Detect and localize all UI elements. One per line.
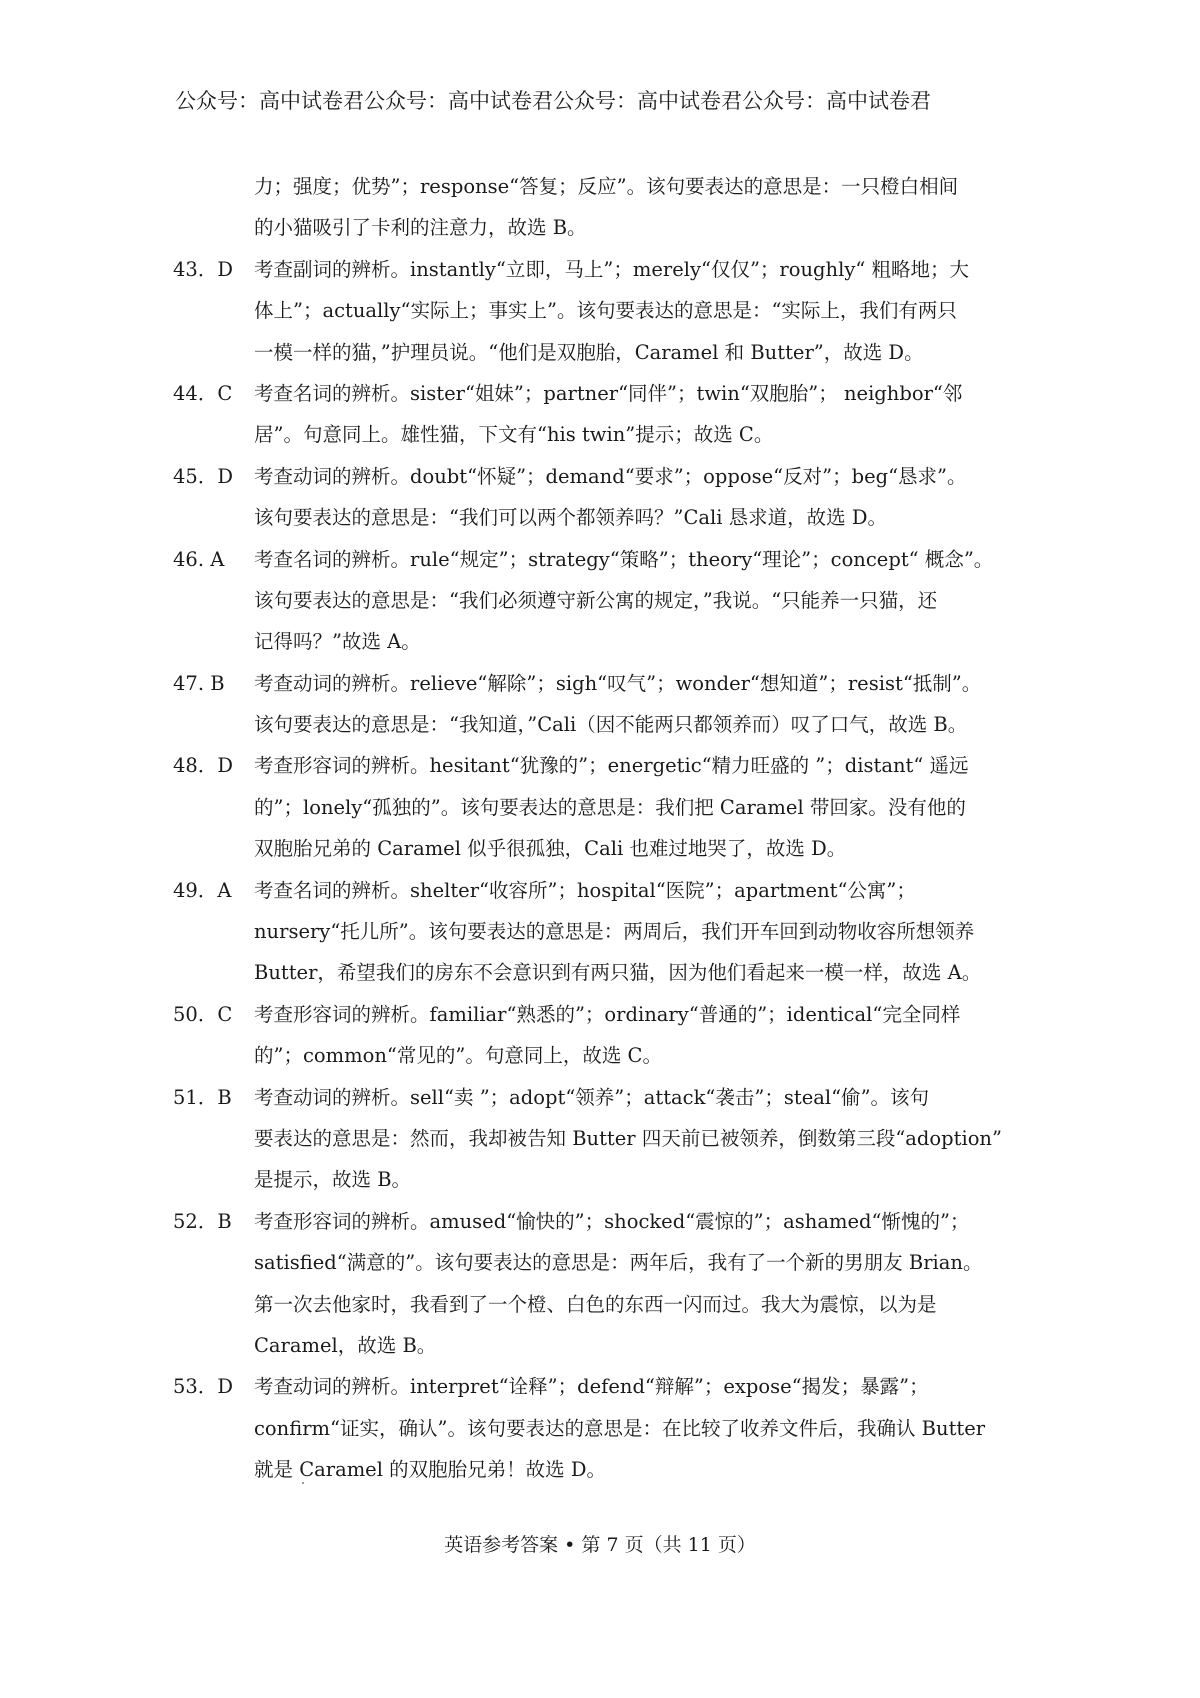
explanation-text: 体上”；actually“实际上；事实上”。该句要表达的意思是：“实际上，我们有两只 (254, 299, 957, 323)
explanation-text: 该句要表达的意思是：“我们可以两个都领养吗？”Cali 恳求道，故选 D。 (254, 506, 887, 530)
explanation-text: Butter，希望我们的房东不会意识到有两只猫，因为他们看起来一模一样，故选 A。 (254, 961, 982, 985)
explanation-line (173, 1159, 1038, 1200)
explanation-line (173, 745, 1038, 786)
question-number: 44．C (173, 381, 233, 405)
explanation-text: 考查动词的辨析。doubt“怀疑”；demand“要求”；oppose“反对”；beg“恳求”。 (254, 464, 967, 488)
watermark-header: 公众号：高中试卷君公众号：高中试卷君公众号：高中试卷君公众号：高中试卷君 (175, 89, 931, 113)
explanation-text: 考查形容词的辨析。amused“愉快的”；shocked“震惊的”；ashamed“惭愧的”； (254, 1209, 970, 1233)
explanation-line (173, 1449, 1038, 1490)
explanation-text: 考查名词的辨析。rule“规定”；strategy“策略”；theory“理论”；concept“ 概念”。 (254, 547, 994, 571)
explanation-text: 是提示，故选 B。 (254, 1168, 412, 1192)
explanation-line (173, 249, 1038, 290)
answer-item (173, 1077, 1038, 1201)
explanation-text: confirm“证实，确认”。该句要表达的意思是：在比较了收养文件后，我确认 Butter (254, 1416, 986, 1440)
explanation-text: 考查动词的辨析。interpret“诠释”；defend“辩解”；expose“揭发；暴露”； (254, 1375, 929, 1399)
explanation-line (173, 1201, 1038, 1242)
answer-item (173, 1366, 1038, 1490)
explanation-line (173, 1366, 1038, 1407)
question-number: 45．D (173, 464, 233, 488)
explanation-text: 考查形容词的辨析。hesitant“犹豫的”；energetic“精力旺盛的 ”；distant“ 遥远 (254, 754, 969, 778)
explanation-line (173, 1242, 1038, 1283)
explanation-line (173, 1284, 1038, 1325)
explanation-line (173, 952, 1038, 993)
explanation-line (173, 497, 1038, 538)
explanation-text: 的”；lonely“孤独的”。该句要表达的意思是：我们把 Caramel 带回家。没有他的 (254, 795, 966, 819)
explanation-line (173, 787, 1038, 828)
answer-item (173, 456, 1038, 539)
explanation-line (173, 828, 1038, 869)
answer-item (173, 870, 1038, 994)
explanation-text: 的”；common“常见的”。句意同上，故选 C。 (254, 1044, 662, 1068)
answer-item (173, 539, 1038, 663)
explanation-text: satisfied“满意的”。该句要表达的意思是：两年后，我有了一个新的男朋友 Brian。 (254, 1251, 983, 1275)
explanation-text: 就是 Caramel 的双胞胎兄弟！故选 D。 (254, 1458, 606, 1482)
answer-item (173, 373, 1038, 456)
answer-explanations (173, 166, 1038, 1491)
explanation-text: 考查动词的辨析。sell“卖 ”；adopt“领养”；attack“袭击”；steal“偷”。该句 (254, 1085, 930, 1109)
explanation-line (173, 414, 1038, 455)
explanation-line (173, 580, 1038, 621)
explanation-line (173, 1408, 1038, 1449)
explanation-text: 要表达的意思是：然而，我却被告知 Butter 四天前已被领养，倒数第三段“adoption” (254, 1126, 1002, 1150)
question-number: 50．C (173, 1002, 233, 1026)
question-number: 53．D (173, 1375, 233, 1399)
question-number: 43．D (173, 257, 233, 281)
page-footer: 英语参考答案 • 第 7 页（共 11 页） (444, 1534, 756, 1556)
explanation-line (173, 1077, 1038, 1118)
question-number: 48．D (173, 754, 233, 778)
explanation-text: 居”。句意同上。雄性猫，下文有“his twin”提示；故选 C。 (254, 423, 774, 447)
explanation-line (173, 994, 1038, 1035)
explanation-line (173, 663, 1038, 704)
explanation-text: 考查副词的辨析。instantly“立即，马上”；merely“仅仅”；roughly“ 粗略地；大 (254, 257, 970, 281)
explanation-text: nursery“托儿所”。该句要表达的意思是：两周后，我们开车回到动物收容所想领养 (254, 920, 975, 944)
question-number: 51．B (173, 1085, 232, 1109)
explanation-text: Caramel，故选 B。 (254, 1333, 437, 1357)
question-number: 52．B (173, 1209, 232, 1233)
explanation-line (173, 290, 1038, 331)
explanation-line (173, 456, 1038, 497)
explanation-line (173, 1035, 1038, 1076)
explanation-line (173, 911, 1038, 952)
explanation-text: 考查动词的辨析。relieve“解除”；sigh“叹气”；wonder“想知道”；resist“抵制”。 (254, 671, 982, 695)
explanation-text: 考查形容词的辨析。familiar“熟悉的”；ordinary“普通的”；identical“完全同样 (254, 1002, 961, 1026)
explanation-text: 一模一样的猫，”护理员说。“他们是双胞胎，Caramel 和 Butter”，故选 D。 (254, 340, 924, 364)
question-number: 47. B (173, 671, 225, 695)
answer-item (173, 745, 1038, 869)
answer-item (173, 663, 1038, 746)
answer-item-list (173, 249, 1038, 1491)
explanation-text: 第一次去他家时，我看到了一个橙、白色的东西一闪而过。我大为震惊，以为是 (254, 1292, 937, 1316)
explanation-line (173, 704, 1038, 745)
question-number: 49．A (173, 878, 232, 902)
explanation-text: 该句要表达的意思是：“我们必须遵守新公寓的规定，”我说。“只能养一只猫，还 (254, 588, 938, 612)
stray-mark (302, 1482, 304, 1484)
explanation-line (173, 621, 1038, 662)
question-number: 46. A (173, 547, 225, 571)
explanation-text: 记得吗？”故选 A。 (254, 630, 421, 654)
explanation-line (173, 539, 1038, 580)
explanation-text: 该句要表达的意思是：“我知道，”Cali（因不能两只都领养而）叹了口气，故选 B。 (254, 713, 968, 737)
answer-item (173, 994, 1038, 1077)
continuation-line: 的小猫吸引了卡利的注意力，故选 B。 (254, 216, 587, 240)
explanation-line (173, 870, 1038, 911)
explanation-text: 考查名词的辨析。shelter“收容所”；hospital“医院”；apartment“公寓”； (254, 878, 916, 902)
explanation-line (173, 1118, 1038, 1159)
answer-item (173, 249, 1038, 373)
continuation-line: 力；强度；优势”；response“答复；反应”。该句要表达的意思是：一只橙白相间 (254, 175, 959, 198)
explanation-line (173, 373, 1038, 414)
explanation-line (173, 332, 1038, 373)
explanation-text: 双胞胎兄弟的 Caramel 似乎很孤独，Cali 也难过地哭了，故选 D。 (254, 837, 847, 861)
answer-item (173, 1201, 1038, 1367)
explanation-text: 考查名词的辨析。sister“姐妹”；partner“同伴”；twin“双胞胎”； neighbor“邻 (254, 381, 963, 405)
explanation-line (173, 1325, 1038, 1366)
